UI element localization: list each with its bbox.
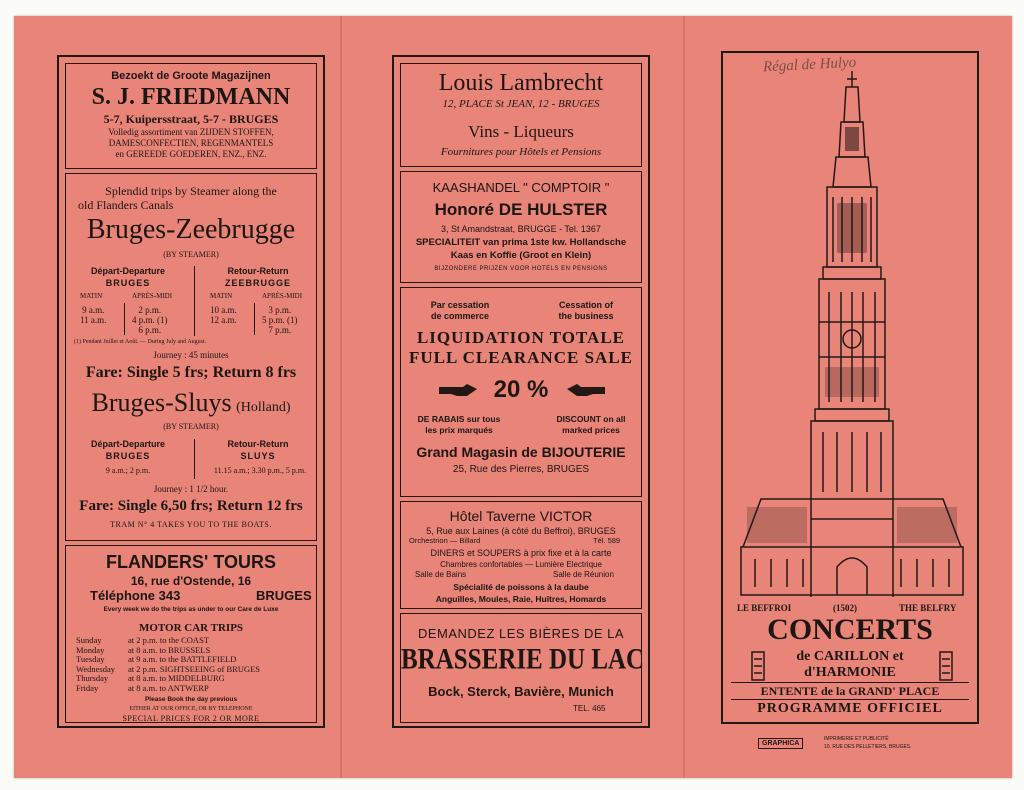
comptoir-speciality: Kaas en Koffie (Groot en Klein) bbox=[450, 250, 592, 261]
sale-en-top: Cessation of the business bbox=[558, 300, 614, 321]
tours-note: Every week we do the trips as under to our Care de Luxe bbox=[103, 606, 279, 613]
trip-row: Wednesday at 2 p.m. SIGHTSEEING of BRUGES bbox=[76, 663, 260, 674]
comptoir-name: Honoré DE HULSTER bbox=[434, 200, 608, 219]
left-panel bbox=[57, 55, 325, 728]
trip-row: Tuesday at 9 a.m. to the BATTLEFIELD bbox=[76, 654, 237, 664]
concerts-subtitle: de CARILLON et bbox=[796, 649, 904, 664]
book-note: Please Book the day previous bbox=[144, 696, 238, 703]
return-city: SLUYS bbox=[240, 451, 276, 461]
belfry-illustration bbox=[737, 67, 967, 597]
flanders-tours-ad bbox=[65, 545, 317, 723]
tours-phone: Téléphone 343 bbox=[90, 588, 181, 603]
fare-zeebrugge: Fare: Single 5 frs; Return 8 frs bbox=[85, 364, 297, 381]
victor-diners: DINERS et SOUPERS à prix fixe et à la carte bbox=[430, 548, 612, 558]
clearance-sale-ad bbox=[400, 287, 642, 497]
rule bbox=[731, 699, 969, 700]
victor-fish: Anguilles, Moules, Raie, Huîtres, Homards bbox=[435, 594, 607, 604]
route-country: (Holland) bbox=[236, 400, 291, 415]
friedmann-name: S. J. FRIEDMANN bbox=[91, 84, 291, 110]
brasserie-ad bbox=[400, 613, 645, 723]
return-city: ZEEBRUGGE bbox=[224, 278, 291, 288]
victor-name: Hôtel Taverne VICTOR bbox=[449, 508, 593, 524]
comptoir-address: 3, St Amandstraat, BRUGGE - Tel. 1367 bbox=[441, 224, 601, 234]
sale-store: Grand Magasin de BIJOUTERIE bbox=[416, 444, 626, 460]
lambrecht-address: 12, PLACE St JEAN, 12 - BRUGES bbox=[442, 98, 600, 110]
caption-the-belfry: THE BELFRY bbox=[899, 603, 957, 613]
comptoir-speciality: SPECIALITEIT van prima 1ste kw. Hollandsche bbox=[415, 237, 627, 248]
brasserie-tel: TEL. 465 bbox=[573, 704, 606, 713]
route-bruges-sluys: Bruges-Sluys bbox=[91, 388, 232, 417]
brasserie-intro: DEMANDEZ LES BIÈRES DE LA bbox=[417, 626, 625, 641]
handwritten-note: Régal de Hulyo bbox=[762, 54, 857, 76]
departure-city: BRUGES bbox=[105, 451, 151, 461]
sale-address: 25, Rue des Pierres, BRUGES bbox=[452, 464, 590, 475]
friedmann-desc: en GEREEDE GOEDEREN, ENZ., ENZ. bbox=[115, 149, 267, 159]
departure-city: BRUGES bbox=[105, 278, 151, 288]
sale-fr-bottom: DE RABAIS sur tous les prix marqués bbox=[417, 414, 501, 435]
lambrecht-supplies: Fournitures pour Hôtels et Pensions bbox=[440, 146, 602, 158]
cover-panel bbox=[721, 51, 979, 724]
victor-speciality: Spécialité de poissons à la daube bbox=[453, 582, 589, 592]
departure-label: Départ-Departure bbox=[90, 266, 166, 276]
victor-tel: Tél. 589 bbox=[593, 536, 621, 545]
graphica-logo: GRAPHICA bbox=[758, 738, 803, 749]
trip-row: Thursday at 8 a.m. to MIDDELBURG bbox=[76, 673, 225, 683]
apres-midi-label: APRÈS-MIDI bbox=[262, 292, 303, 300]
comptoir-title: KAASHANDEL " COMPTOIR " bbox=[432, 180, 610, 195]
matin-label: MATIN bbox=[210, 292, 233, 300]
steamer-ad bbox=[65, 173, 317, 541]
friedmann-ad bbox=[65, 63, 317, 169]
fold-line bbox=[340, 16, 342, 778]
concerts-title: CONCERTS bbox=[767, 613, 933, 646]
either-note: EITHER AT OUR OFFICE, OR BY TELEPHONE bbox=[129, 706, 253, 712]
steamer-intro: Splendid trips by Steamer along the bbox=[105, 184, 277, 198]
brasserie-beers: Bock, Sterck, Bavière, Munich bbox=[428, 684, 614, 699]
middle-panel bbox=[392, 55, 650, 728]
lambrecht-trade: Vins - Liqueurs bbox=[468, 122, 574, 141]
season-note: (1) Pendant Juillet et Août. — During July and August. bbox=[74, 339, 207, 345]
caption-year: (1502) bbox=[833, 603, 857, 613]
departure-afternoon-times: 2 p.m. 4 p.m. (1) 6 p.m. bbox=[132, 305, 168, 335]
tram-note: TRAM N° 4 TAKES YOU TO THE BOATS. bbox=[110, 520, 272, 529]
discount-percent: 20 % bbox=[493, 376, 549, 403]
by-steamer: (BY STEAMER) bbox=[163, 422, 219, 431]
imprint-line: 10, RUE DES PELLETIERS, BRUGES. bbox=[824, 744, 912, 750]
fare-sluys: Fare: Single 6,50 frs; Return 12 frs bbox=[79, 498, 303, 514]
fold-line bbox=[683, 16, 685, 778]
return-label: Retour-Return bbox=[227, 439, 289, 449]
motor-car-trips-title: MOTOR CAR TRIPS bbox=[138, 622, 244, 634]
sale-fr-top: Par cessation de commerce bbox=[430, 300, 490, 321]
return-afternoon-times: 3 p.m. 5 p.m. (1) 7 p.m. bbox=[262, 305, 298, 335]
lambrecht-name: Louis Lambrecht bbox=[438, 70, 604, 96]
tours-address: 16, rue d'Ostende, 16 bbox=[130, 574, 252, 588]
departure-label: Départ-Departure bbox=[90, 439, 166, 449]
return-morning-times: 10 a.m. 12 a.m. bbox=[210, 305, 237, 325]
route-bruges-zeebrugge: Bruges-Zeebrugge bbox=[86, 214, 296, 245]
friedmann-desc: DAMESCONFECTIEN, REGENMANTELS bbox=[108, 138, 274, 148]
special-prices: SPECIAL PRICES FOR 2 OR MORE bbox=[122, 714, 260, 723]
imprint-line: IMPRIMERIE ET PUBLICITÉ bbox=[824, 736, 889, 742]
route-bruges-sluys-row bbox=[66, 388, 316, 418]
sluys-return-times: 11.15 a.m.; 3.30 p.m., 5 p.m. bbox=[213, 466, 307, 475]
trip-row: Monday at 8 a.m. to BRUSSELS bbox=[76, 644, 211, 655]
table-divider bbox=[194, 266, 195, 336]
tours-city: BRUGES bbox=[256, 588, 312, 603]
apres-midi-label: APRÈS-MIDI bbox=[132, 292, 173, 300]
lambrecht-ad bbox=[400, 63, 642, 167]
matin-label: MATIN bbox=[80, 292, 103, 300]
brasserie-name: BRASSERIE DU LAC bbox=[401, 643, 645, 676]
trips-list bbox=[76, 636, 316, 693]
bell-ornament-icon bbox=[751, 651, 765, 681]
victor-ad bbox=[400, 501, 642, 609]
journey-time: Journey : 1 1/2 hour. bbox=[153, 484, 229, 494]
steamer-intro: old Flanders Canals bbox=[78, 198, 174, 212]
entente-line: ENTENTE de la GRAND' PLACE bbox=[760, 684, 940, 698]
table-divider bbox=[254, 303, 255, 335]
friedmann-desc: Volledig assortiment van ZIJDEN STOFFEN, bbox=[108, 127, 274, 137]
journey-time: Journey : 45 minutes bbox=[153, 350, 229, 360]
sale-headline-fr: LIQUIDATION TOTALE bbox=[416, 328, 626, 347]
victor-rooms: Chambres confortables — Lumière Electrique bbox=[440, 560, 602, 569]
friedmann-intro: Bezoekt de Groote Magazijnen bbox=[111, 70, 271, 82]
by-steamer: (BY STEAMER) bbox=[163, 250, 219, 259]
sale-en-bottom: DISCOUNT on all marked prices bbox=[556, 414, 626, 435]
victor-bath: Salle de Bains bbox=[415, 570, 467, 579]
sluys-departure-times: 9 a.m.; 2 p.m. bbox=[105, 466, 151, 475]
caption-le-beffroi: LE BEFFROI bbox=[737, 603, 792, 613]
departure-morning-times: 9 a.m. 11 a.m. bbox=[80, 305, 107, 325]
victor-address: 5, Rue aux Laines (à côté du Beffroi), BRUGES bbox=[426, 526, 616, 536]
trip-row: Sunday at 2 p.m. to the COAST bbox=[76, 635, 209, 645]
trip-row: Friday at 8 a.m. to ANTWERP bbox=[76, 682, 209, 693]
programme-officiel: PROGRAMME OFFICIEL bbox=[757, 701, 943, 716]
concerts-subtitle: d'HARMONIE bbox=[804, 665, 896, 680]
friedmann-address: 5-7, Kuipersstraat, 5-7 - BRUGES bbox=[103, 112, 279, 126]
sale-headline-en: FULL CLEARANCE SALE bbox=[409, 348, 633, 367]
bell-ornament-icon bbox=[939, 651, 953, 681]
victor-orchestrion: Orchestrion — Billard bbox=[409, 536, 481, 545]
rule bbox=[731, 682, 969, 683]
victor-meeting-room: Salle de Réunion bbox=[553, 570, 614, 579]
comptoir-prices: BIJZONDERE PRIJZEN VOOR HOTELS EN PENSIONS bbox=[434, 266, 608, 272]
comptoir-ad bbox=[400, 171, 642, 283]
return-label: Retour-Return bbox=[227, 266, 289, 276]
pointing-hand-left-icon bbox=[563, 380, 607, 400]
table-divider bbox=[194, 439, 195, 479]
tours-title: FLANDERS' TOURS bbox=[106, 552, 276, 572]
table-divider bbox=[124, 303, 125, 335]
